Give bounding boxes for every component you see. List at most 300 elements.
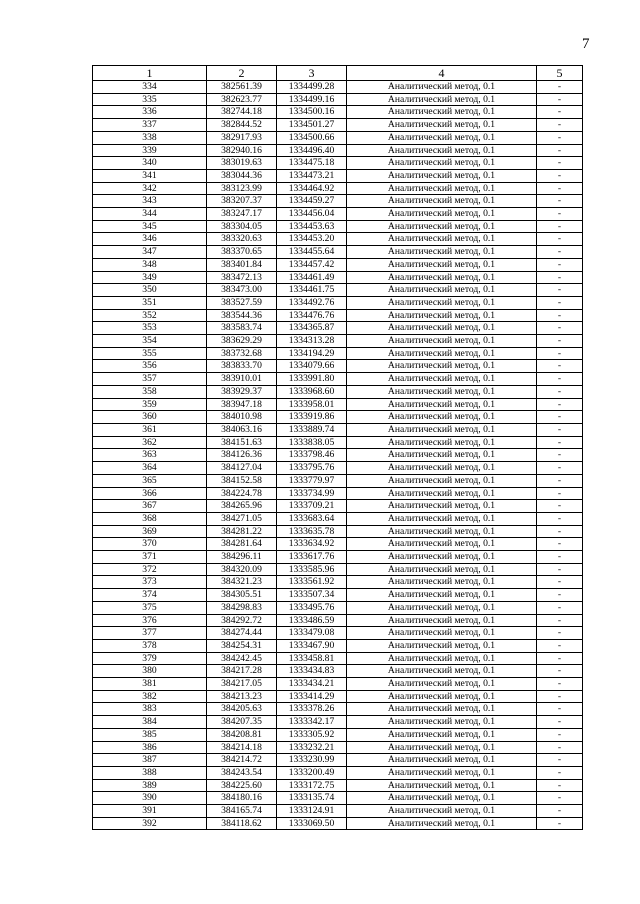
- method-cell: Аналитический метод, 0.1: [347, 220, 537, 233]
- table-row: [93, 195, 583, 208]
- column-header: 1: [93, 66, 207, 81]
- table-row: [93, 551, 583, 564]
- table-row: [93, 449, 583, 462]
- note-cell: -: [537, 144, 583, 157]
- method-cell: Аналитический метод, 0.1: [347, 157, 537, 170]
- y-coordinate-cell: 1334365.87: [277, 322, 347, 335]
- point-number-cell: 345: [93, 220, 207, 233]
- x-coordinate-cell: 384265.96: [207, 500, 277, 513]
- y-coordinate-cell: 1334313.28: [277, 335, 347, 348]
- x-coordinate-cell: 383929.37: [207, 385, 277, 398]
- point-number-cell: 367: [93, 500, 207, 513]
- note-cell: -: [537, 335, 583, 348]
- point-number-cell: 349: [93, 271, 207, 284]
- point-number-cell: 362: [93, 436, 207, 449]
- x-coordinate-cell: 383044.36: [207, 169, 277, 182]
- y-coordinate-cell: 1334492.76: [277, 296, 347, 309]
- x-coordinate-cell: 383833.70: [207, 360, 277, 373]
- y-coordinate-cell: 1333467.90: [277, 639, 347, 652]
- point-number-cell: 356: [93, 360, 207, 373]
- note-cell: -: [537, 119, 583, 132]
- y-coordinate-cell: 1333634.92: [277, 538, 347, 551]
- x-coordinate-cell: 383732.68: [207, 347, 277, 360]
- note-cell: -: [537, 754, 583, 767]
- table-row: [93, 639, 583, 652]
- x-coordinate-cell: 382940.16: [207, 144, 277, 157]
- y-coordinate-cell: 1334453.20: [277, 233, 347, 246]
- y-coordinate-cell: 1333889.74: [277, 423, 347, 436]
- x-coordinate-cell: 383583.74: [207, 322, 277, 335]
- y-coordinate-cell: 1334079.66: [277, 360, 347, 373]
- method-cell: Аналитический метод, 0.1: [347, 131, 537, 144]
- x-coordinate-cell: 384151.63: [207, 436, 277, 449]
- x-coordinate-cell: 384063.16: [207, 423, 277, 436]
- note-cell: -: [537, 779, 583, 792]
- point-number-cell: 352: [93, 309, 207, 322]
- note-cell: -: [537, 474, 583, 487]
- note-cell: -: [537, 347, 583, 360]
- y-coordinate-cell: 1334496.40: [277, 144, 347, 157]
- x-coordinate-cell: 384271.05: [207, 512, 277, 525]
- method-cell: Аналитический метод, 0.1: [347, 258, 537, 271]
- x-coordinate-cell: 384254.31: [207, 639, 277, 652]
- x-coordinate-cell: 384213.23: [207, 690, 277, 703]
- y-coordinate-cell: 1333798.46: [277, 449, 347, 462]
- method-cell: Аналитический метод, 0.1: [347, 246, 537, 259]
- point-number-cell: 354: [93, 335, 207, 348]
- table-row: [93, 576, 583, 589]
- y-coordinate-cell: 1334456.04: [277, 208, 347, 221]
- method-cell: Аналитический метод, 0.1: [347, 423, 537, 436]
- point-number-cell: 375: [93, 601, 207, 614]
- note-cell: -: [537, 360, 583, 373]
- y-coordinate-cell: 1334500.66: [277, 131, 347, 144]
- method-cell: Аналитический метод, 0.1: [347, 335, 537, 348]
- method-cell: Аналитический метод, 0.1: [347, 639, 537, 652]
- table-row: [93, 423, 583, 436]
- y-coordinate-cell: 1333230.99: [277, 754, 347, 767]
- note-cell: -: [537, 423, 583, 436]
- method-cell: Аналитический метод, 0.1: [347, 678, 537, 691]
- point-number-cell: 336: [93, 106, 207, 119]
- point-number-cell: 348: [93, 258, 207, 271]
- table-row: [93, 208, 583, 221]
- table-row: [93, 436, 583, 449]
- point-number-cell: 382: [93, 690, 207, 703]
- y-coordinate-cell: 1333585.96: [277, 563, 347, 576]
- note-cell: -: [537, 182, 583, 195]
- x-coordinate-cell: 383247.17: [207, 208, 277, 221]
- note-cell: -: [537, 551, 583, 564]
- table-row: [93, 246, 583, 259]
- method-cell: Аналитический метод, 0.1: [347, 652, 537, 665]
- note-cell: -: [537, 525, 583, 538]
- note-cell: -: [537, 792, 583, 805]
- point-number-cell: 381: [93, 678, 207, 691]
- note-cell: -: [537, 195, 583, 208]
- point-number-cell: 390: [93, 792, 207, 805]
- point-number-cell: 370: [93, 538, 207, 551]
- table-row: [93, 805, 583, 818]
- table-row: [93, 296, 583, 309]
- method-cell: Аналитический метод, 0.1: [347, 754, 537, 767]
- note-cell: -: [537, 678, 583, 691]
- x-coordinate-cell: 384180.16: [207, 792, 277, 805]
- note-cell: -: [537, 258, 583, 271]
- method-cell: Аналитический метод, 0.1: [347, 81, 537, 94]
- table-row: [93, 157, 583, 170]
- method-cell: Аналитический метод, 0.1: [347, 741, 537, 754]
- method-cell: Аналитический метод, 0.1: [347, 195, 537, 208]
- table-row: [93, 741, 583, 754]
- y-coordinate-cell: 1334457.42: [277, 258, 347, 271]
- table-row: [93, 487, 583, 500]
- table-row: [93, 690, 583, 703]
- point-number-cell: 379: [93, 652, 207, 665]
- point-number-cell: 377: [93, 627, 207, 640]
- point-number-cell: 355: [93, 347, 207, 360]
- y-coordinate-cell: 1334500.16: [277, 106, 347, 119]
- table-row: [93, 347, 583, 360]
- x-coordinate-cell: 383910.01: [207, 373, 277, 386]
- point-number-cell: 342: [93, 182, 207, 195]
- table-row: [93, 652, 583, 665]
- method-cell: Аналитический метод, 0.1: [347, 805, 537, 818]
- note-cell: -: [537, 665, 583, 678]
- note-cell: -: [537, 716, 583, 729]
- page-number: 7: [582, 36, 590, 52]
- method-cell: Аналитический метод, 0.1: [347, 322, 537, 335]
- note-cell: -: [537, 322, 583, 335]
- table-row: [93, 335, 583, 348]
- y-coordinate-cell: 1333172.75: [277, 779, 347, 792]
- table-row: [93, 525, 583, 538]
- method-cell: Аналитический метод, 0.1: [347, 779, 537, 792]
- y-coordinate-cell: 1333135.74: [277, 792, 347, 805]
- method-cell: Аналитический метод, 0.1: [347, 500, 537, 513]
- method-cell: Аналитический метод, 0.1: [347, 551, 537, 564]
- y-coordinate-cell: 1333069.50: [277, 817, 347, 830]
- note-cell: -: [537, 385, 583, 398]
- y-coordinate-cell: 1333507.34: [277, 589, 347, 602]
- table-row: [93, 131, 583, 144]
- point-number-cell: 385: [93, 728, 207, 741]
- table-row: [93, 411, 583, 424]
- table-row: [93, 665, 583, 678]
- note-cell: -: [537, 246, 583, 259]
- x-coordinate-cell: 384274.44: [207, 627, 277, 640]
- column-header: 3: [277, 66, 347, 81]
- method-cell: Аналитический метод, 0.1: [347, 766, 537, 779]
- point-number-cell: 376: [93, 614, 207, 627]
- x-coordinate-cell: 384118.62: [207, 817, 277, 830]
- x-coordinate-cell: 384010.98: [207, 411, 277, 424]
- method-cell: Аналитический метод, 0.1: [347, 296, 537, 309]
- y-coordinate-cell: 1333458.81: [277, 652, 347, 665]
- point-number-cell: 366: [93, 487, 207, 500]
- table-row: [93, 81, 583, 94]
- point-number-cell: 353: [93, 322, 207, 335]
- x-coordinate-cell: 384320.09: [207, 563, 277, 576]
- note-cell: -: [537, 728, 583, 741]
- note-cell: -: [537, 487, 583, 500]
- table-row: [93, 144, 583, 157]
- note-cell: -: [537, 411, 583, 424]
- note-cell: -: [537, 589, 583, 602]
- method-cell: Аналитический метод, 0.1: [347, 665, 537, 678]
- point-number-cell: 374: [93, 589, 207, 602]
- y-coordinate-cell: 1333479.08: [277, 627, 347, 640]
- y-coordinate-cell: 1333561.92: [277, 576, 347, 589]
- method-cell: Аналитический метод, 0.1: [347, 627, 537, 640]
- x-coordinate-cell: 384208.81: [207, 728, 277, 741]
- note-cell: -: [537, 296, 583, 309]
- x-coordinate-cell: 384205.63: [207, 703, 277, 716]
- note-cell: -: [537, 614, 583, 627]
- method-cell: Аналитический метод, 0.1: [347, 233, 537, 246]
- x-coordinate-cell: 382561.39: [207, 81, 277, 94]
- y-coordinate-cell: 1333968.60: [277, 385, 347, 398]
- table-row: [93, 792, 583, 805]
- method-cell: Аналитический метод, 0.1: [347, 462, 537, 475]
- y-coordinate-cell: 1334499.28: [277, 81, 347, 94]
- x-coordinate-cell: 383320.63: [207, 233, 277, 246]
- point-number-cell: 378: [93, 639, 207, 652]
- method-cell: Аналитический метод, 0.1: [347, 398, 537, 411]
- note-cell: -: [537, 436, 583, 449]
- x-coordinate-cell: 383527.59: [207, 296, 277, 309]
- note-cell: -: [537, 131, 583, 144]
- method-cell: Аналитический метод, 0.1: [347, 360, 537, 373]
- note-cell: -: [537, 208, 583, 221]
- point-number-cell: 383: [93, 703, 207, 716]
- method-cell: Аналитический метод, 0.1: [347, 182, 537, 195]
- y-coordinate-cell: 1333200.49: [277, 766, 347, 779]
- table-row: [93, 360, 583, 373]
- method-cell: Аналитический метод, 0.1: [347, 576, 537, 589]
- method-cell: Аналитический метод, 0.1: [347, 106, 537, 119]
- point-number-cell: 384: [93, 716, 207, 729]
- y-coordinate-cell: 1333709.21: [277, 500, 347, 513]
- x-coordinate-cell: 384281.64: [207, 538, 277, 551]
- y-coordinate-cell: 1333232.21: [277, 741, 347, 754]
- table-row: [93, 601, 583, 614]
- method-cell: Аналитический метод, 0.1: [347, 373, 537, 386]
- method-cell: Аналитический метод, 0.1: [347, 309, 537, 322]
- x-coordinate-cell: 383401.84: [207, 258, 277, 271]
- note-cell: -: [537, 538, 583, 551]
- y-coordinate-cell: 1333124.91: [277, 805, 347, 818]
- point-number-cell: 337: [93, 119, 207, 132]
- method-cell: Аналитический метод, 0.1: [347, 271, 537, 284]
- point-number-cell: 392: [93, 817, 207, 830]
- point-number-cell: 341: [93, 169, 207, 182]
- point-number-cell: 389: [93, 779, 207, 792]
- x-coordinate-cell: 384207.35: [207, 716, 277, 729]
- method-cell: Аналитический метод, 0.1: [347, 716, 537, 729]
- method-cell: Аналитический метод, 0.1: [347, 589, 537, 602]
- method-cell: Аналитический метод, 0.1: [347, 487, 537, 500]
- point-number-cell: 365: [93, 474, 207, 487]
- table-row: [93, 728, 583, 741]
- point-number-cell: 338: [93, 131, 207, 144]
- note-cell: -: [537, 690, 583, 703]
- x-coordinate-cell: 384214.18: [207, 741, 277, 754]
- x-coordinate-cell: 383123.99: [207, 182, 277, 195]
- table-row: [93, 106, 583, 119]
- method-cell: Аналитический метод, 0.1: [347, 614, 537, 627]
- method-cell: Аналитический метод, 0.1: [347, 792, 537, 805]
- y-coordinate-cell: 1333734.99: [277, 487, 347, 500]
- table-row: [93, 373, 583, 386]
- x-coordinate-cell: 383473.00: [207, 284, 277, 297]
- note-cell: -: [537, 500, 583, 513]
- x-coordinate-cell: 384242.45: [207, 652, 277, 665]
- table-row: [93, 500, 583, 513]
- column-header: 2: [207, 66, 277, 81]
- table-row: [93, 614, 583, 627]
- y-coordinate-cell: 1334455.64: [277, 246, 347, 259]
- x-coordinate-cell: 384296.11: [207, 551, 277, 564]
- point-number-cell: 334: [93, 81, 207, 94]
- point-number-cell: 391: [93, 805, 207, 818]
- point-number-cell: 373: [93, 576, 207, 589]
- x-coordinate-cell: 384217.05: [207, 678, 277, 691]
- table-row: [93, 220, 583, 233]
- table-row: [93, 284, 583, 297]
- point-number-cell: 344: [93, 208, 207, 221]
- table-row: [93, 563, 583, 576]
- column-header: 5: [537, 66, 583, 81]
- note-cell: -: [537, 703, 583, 716]
- table-row: [93, 589, 583, 602]
- x-coordinate-cell: 384214.72: [207, 754, 277, 767]
- table-row: [93, 779, 583, 792]
- table-row: [93, 182, 583, 195]
- y-coordinate-cell: 1334464.92: [277, 182, 347, 195]
- table-row: [93, 271, 583, 284]
- point-number-cell: 340: [93, 157, 207, 170]
- x-coordinate-cell: 384281.22: [207, 525, 277, 538]
- note-cell: -: [537, 106, 583, 119]
- table-row: [93, 716, 583, 729]
- point-number-cell: 387: [93, 754, 207, 767]
- table-row: [93, 627, 583, 640]
- note-cell: -: [537, 817, 583, 830]
- point-number-cell: 364: [93, 462, 207, 475]
- table-row: [93, 754, 583, 767]
- method-cell: Аналитический метод, 0.1: [347, 411, 537, 424]
- y-coordinate-cell: 1333919.86: [277, 411, 347, 424]
- table-row: [93, 322, 583, 335]
- method-cell: Аналитический метод, 0.1: [347, 93, 537, 106]
- note-cell: -: [537, 741, 583, 754]
- y-coordinate-cell: 1334461.75: [277, 284, 347, 297]
- method-cell: Аналитический метод, 0.1: [347, 525, 537, 538]
- x-coordinate-cell: 384126.36: [207, 449, 277, 462]
- x-coordinate-cell: 384165.74: [207, 805, 277, 818]
- method-cell: Аналитический метод, 0.1: [347, 436, 537, 449]
- x-coordinate-cell: 382917.93: [207, 131, 277, 144]
- table-row: [93, 538, 583, 551]
- y-coordinate-cell: 1333617.76: [277, 551, 347, 564]
- table-row: [93, 703, 583, 716]
- note-cell: -: [537, 220, 583, 233]
- point-number-cell: 371: [93, 551, 207, 564]
- table-body: [93, 81, 583, 830]
- point-number-cell: 343: [93, 195, 207, 208]
- table-row: [93, 766, 583, 779]
- x-coordinate-cell: 383207.37: [207, 195, 277, 208]
- coordinates-table: [92, 65, 583, 830]
- x-coordinate-cell: 382623.77: [207, 93, 277, 106]
- point-number-cell: 372: [93, 563, 207, 576]
- x-coordinate-cell: 383370.65: [207, 246, 277, 259]
- note-cell: -: [537, 271, 583, 284]
- y-coordinate-cell: 1333378.26: [277, 703, 347, 716]
- point-number-cell: 386: [93, 741, 207, 754]
- y-coordinate-cell: 1333683.64: [277, 512, 347, 525]
- y-coordinate-cell: 1333495.76: [277, 601, 347, 614]
- x-coordinate-cell: 384243.54: [207, 766, 277, 779]
- y-coordinate-cell: 1333434.83: [277, 665, 347, 678]
- method-cell: Аналитический метод, 0.1: [347, 449, 537, 462]
- y-coordinate-cell: 1334194.29: [277, 347, 347, 360]
- y-coordinate-cell: 1334501.27: [277, 119, 347, 132]
- point-number-cell: 350: [93, 284, 207, 297]
- note-cell: -: [537, 601, 583, 614]
- x-coordinate-cell: 383947.18: [207, 398, 277, 411]
- y-coordinate-cell: 1333795.76: [277, 462, 347, 475]
- point-number-cell: 363: [93, 449, 207, 462]
- method-cell: Аналитический метод, 0.1: [347, 728, 537, 741]
- x-coordinate-cell: 384305.51: [207, 589, 277, 602]
- point-number-cell: 358: [93, 385, 207, 398]
- x-coordinate-cell: 383019.63: [207, 157, 277, 170]
- note-cell: -: [537, 563, 583, 576]
- x-coordinate-cell: 384321.23: [207, 576, 277, 589]
- y-coordinate-cell: 1334459.27: [277, 195, 347, 208]
- method-cell: Аналитический метод, 0.1: [347, 690, 537, 703]
- note-cell: -: [537, 284, 583, 297]
- x-coordinate-cell: 384127.04: [207, 462, 277, 475]
- x-coordinate-cell: 384152.58: [207, 474, 277, 487]
- note-cell: -: [537, 398, 583, 411]
- point-number-cell: 380: [93, 665, 207, 678]
- note-cell: -: [537, 766, 583, 779]
- method-cell: Аналитический метод, 0.1: [347, 284, 537, 297]
- x-coordinate-cell: 384225.60: [207, 779, 277, 792]
- note-cell: -: [537, 157, 583, 170]
- point-number-cell: 360: [93, 411, 207, 424]
- y-coordinate-cell: 1333434.21: [277, 678, 347, 691]
- point-number-cell: 388: [93, 766, 207, 779]
- point-number-cell: 361: [93, 423, 207, 436]
- note-cell: -: [537, 373, 583, 386]
- y-coordinate-cell: 1333342.17: [277, 716, 347, 729]
- note-cell: -: [537, 449, 583, 462]
- y-coordinate-cell: 1333486.59: [277, 614, 347, 627]
- note-cell: -: [537, 652, 583, 665]
- method-cell: Аналитический метод, 0.1: [347, 703, 537, 716]
- method-cell: Аналитический метод, 0.1: [347, 474, 537, 487]
- y-coordinate-cell: 1333779.97: [277, 474, 347, 487]
- y-coordinate-cell: 1334473.21: [277, 169, 347, 182]
- y-coordinate-cell: 1333958.01: [277, 398, 347, 411]
- note-cell: -: [537, 169, 583, 182]
- x-coordinate-cell: 384217.28: [207, 665, 277, 678]
- x-coordinate-cell: 382844.52: [207, 119, 277, 132]
